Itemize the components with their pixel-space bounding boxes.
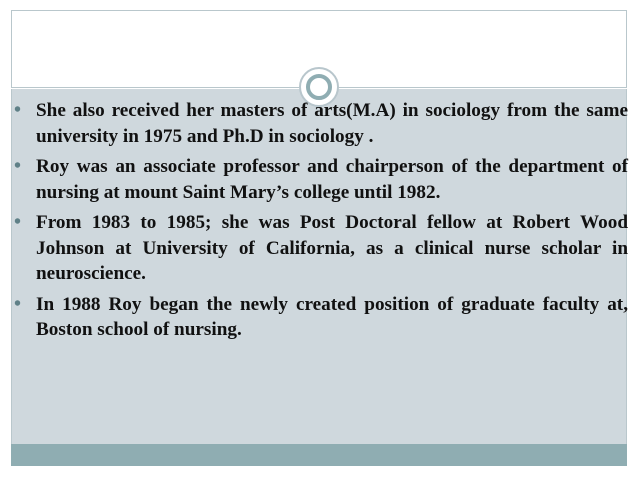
bullet-item: [14, 210, 632, 287]
bullet-icon: •: [14, 211, 22, 233]
bullet-item: [14, 292, 632, 343]
bullet-text: In 1988 Roy began the newly created position of graduate faculty at, Boston school of nursing.: [36, 293, 628, 340]
bullet-item: [14, 98, 632, 149]
bullet-item: [14, 154, 632, 205]
bullet-list: [14, 98, 632, 348]
bullet-text: From 1983 to 1985; she was Post Doctoral fellow at Robert Wood Johnson at University of California, as a clinical nurse scholar in neuroscience.: [36, 212, 628, 284]
bullet-icon: •: [14, 292, 22, 315]
bullet-icon: •: [14, 99, 22, 121]
footer-bar: [11, 444, 627, 466]
ring-ornament-inner: [306, 74, 332, 100]
bullet-text: She also received her masters of arts(M.A) in sociology from the same university in 1975 and Ph.D in sociology .: [36, 100, 628, 147]
bullet-icon: •: [14, 155, 22, 177]
bullet-text: Roy was an associate professor and chairperson of the department of nursing at mount Saint Mary’s college until 1982.: [36, 156, 628, 203]
